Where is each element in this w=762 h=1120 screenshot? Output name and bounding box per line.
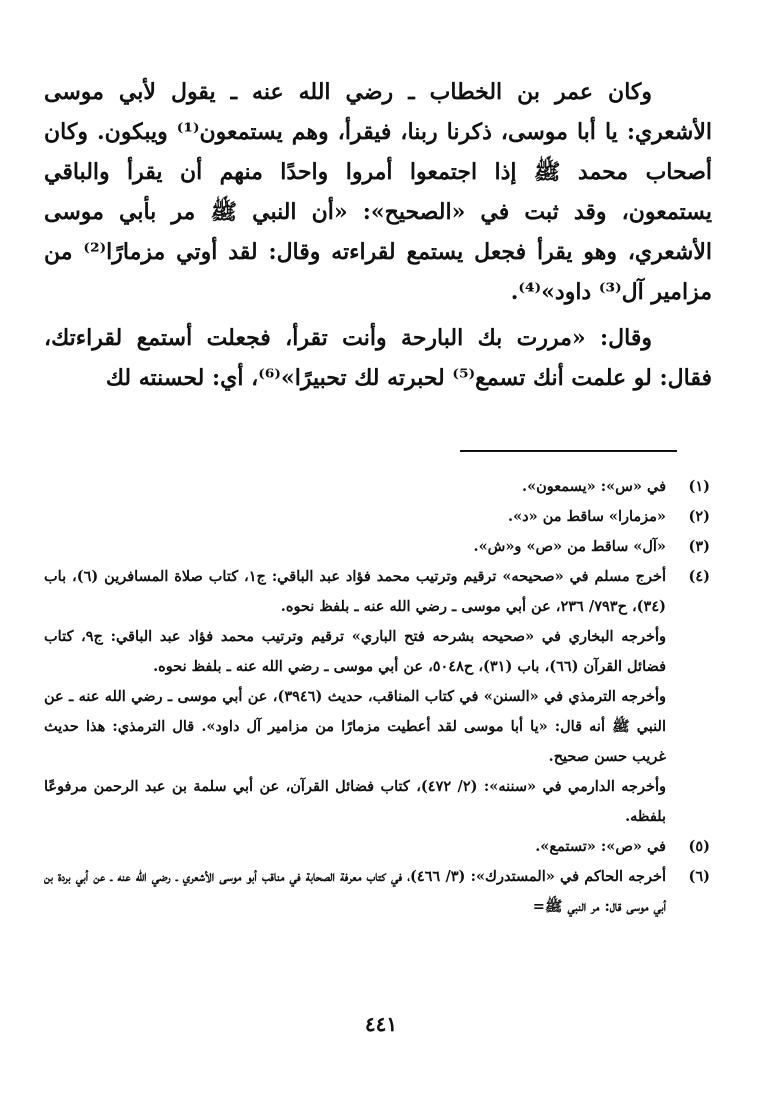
footnote-number: (١) [688, 478, 710, 495]
footnote-3 [44, 532, 716, 562]
footnote-number: (٣) [688, 538, 710, 555]
page-number: ٤٤١ [364, 1012, 398, 1036]
footnote-separator [460, 450, 677, 452]
footnote-text: وأخرجه الترمذي في «السنن» في كتاب المناقب، حديث (٣٩٤٦)، عن أبي موسى ـ رضي الله عنه ـ عن النبي ﷺ أنه قال: «يا أبا موسى لقد أعطيت مزمارًا من مزامير آل داود». قال الترمذي: هذا حديث غريب حسن صحيح. [44, 688, 667, 765]
footnote-text: في «س»: «يسمعون». [522, 478, 666, 495]
footnote-5 [44, 832, 716, 862]
footnote-4 [44, 562, 716, 832]
footnote-text: أخرج مسلم في «صحيحه» ترقيم وترتيب محمد فؤاد عبد الباقي: ج١، كتاب صلاة المسافرين (٦)، باب (٣٤)، ح٧٩٣/ ٢٣٦، عن أبي موسى ـ رضي الله عنه ـ بلفظ نحوه. [44, 568, 666, 615]
footnote-text: «آل» ساقط من «ص» و«ش». [473, 538, 666, 555]
footnote-number: (٦) [688, 868, 710, 885]
footnote-text: وأخرجه البخاري في «صحيحه بشرحه فتح الباري» ترقيم وترتيب محمد فؤاد عبد الباقي: ج٩، كتاب فضائل القرآن (٦٦)، باب (٣١)، ح٥٠٤٨، عن أبي موسى ـ رضي الله عنه ـ بلفظ نحوه. [44, 628, 666, 675]
footnote-2 [44, 502, 716, 532]
main-text [44, 72, 712, 398]
footnote-text: أخرجه الحاكم في «المستدرك»: (٣/ ٤٦٦)، في كتاب معرفة الصحابة في مناقب أبو موسى الأشعري ـ رضي الله عنه ـ عن أبي بردة بن أبي موسى قال: مر النبي ﷺ= [44, 868, 666, 915]
footnote-1 [44, 472, 716, 502]
footnote-number: (٤) [688, 568, 710, 585]
paragraph-2: وقال: «مررت بك البارحة وأنت تقرأ، فجعلت أستمع لقراءتك، فقال: لو علمت أنك تسمع⁽⁵⁾ لحبرته لك تحبيرًا»⁽⁶⁾، أي: لحسنته لك [44, 325, 712, 391]
paragraph-1: وكان عمر بن الخطاب ـ رضي الله عنه ـ يقول لأبي موسى الأشعري: يا أبا موسى، ذكرنا ربنا، فيقرأ، وهم يستمعون⁽¹⁾ ويبكون. وكان أصحاب محمد ﷺ إذا اجتمعوا أمروا واحدًا منهم أن يقرأ والباقي يستمعون، وقد ثبت في «الصحيح»: «أن النبي ﷺ مر بأبي موسى الأشعري، وهو يقرأ فجعل يستمع لقراءته وقال: لقد أوتي مزمارًا⁽²⁾ من مزامير آل⁽³⁾ داود»⁽⁴⁾. [44, 79, 713, 305]
footnote-text: في «ص»: «تستمع». [535, 838, 666, 855]
footnote-number: (٥) [688, 838, 710, 855]
footnote-6 [44, 862, 716, 922]
footnote-text: «مزمارا» ساقط من «د». [508, 508, 666, 525]
footnote-text: وأخرجه الدارمي في «سننه»: (٢/ ٤٧٢)، كتاب فضائل القرآن، عن أبي سلمة بن عبد الرحمن مرفوعًا بلفظه. [44, 778, 666, 825]
footnotes [44, 472, 716, 922]
footnote-number: (٢) [688, 508, 710, 525]
